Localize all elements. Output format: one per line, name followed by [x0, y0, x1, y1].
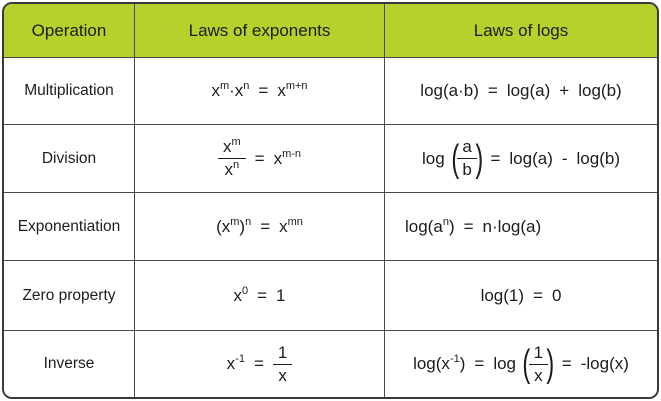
row-zero-property-log-cell [385, 261, 657, 331]
fraction [457, 137, 476, 179]
inverse-log-formula [385, 331, 657, 397]
formula-term: n·log(a) [482, 216, 542, 236]
fraction-denominator: x [278, 365, 287, 385]
operation-label: Inverse [43, 355, 95, 372]
row-exponentiation-operation [4, 193, 135, 261]
fraction-denominator: x [534, 365, 543, 385]
multiplication-log-formula [385, 58, 657, 124]
multiplication-exponent-formula [135, 58, 384, 124]
row-inverse-exponent-cell [135, 331, 385, 397]
equals-sign: = [533, 285, 543, 305]
laws-table [2, 2, 659, 399]
formula-term: $\log(a^n)$ [405, 215, 455, 236]
log-function: log [421, 148, 445, 168]
equals-sign: = [254, 148, 265, 168]
formula-term: log(a) [509, 148, 553, 168]
superscript: m [219, 80, 230, 92]
equals-sign: = [260, 216, 271, 236]
superscript: n [442, 215, 449, 228]
row-inverse-log-cell [385, 331, 657, 397]
formula-term: $x^{-1}$ [226, 353, 245, 373]
exponentiation-exponent-formula [135, 193, 384, 260]
superscript: m+n [285, 80, 308, 92]
dot-operator: · [229, 81, 235, 100]
formula-term: $\log(x^{-1})$ [413, 353, 466, 373]
inverse-exponent-formula [135, 331, 384, 397]
fraction [273, 343, 292, 385]
formula-term: 0 [551, 285, 562, 305]
equals-sign: = [258, 81, 269, 100]
formula-term: $x^{mn}$ [279, 215, 303, 236]
formula-term: log(a) [506, 81, 551, 100]
row-multiplication-exponent-cell [135, 58, 385, 125]
minus-sign: - [561, 148, 568, 168]
superscript: -1 [235, 353, 245, 365]
superscript: -1 [449, 353, 460, 365]
formula-term: $x^{m+n}$ [277, 80, 308, 100]
row-division-operation [4, 125, 135, 193]
operation-label: Zero property [22, 286, 116, 304]
row-zero-property-operation [4, 261, 135, 331]
fraction-denominator: b [462, 160, 472, 179]
header-operation-label: Operation [31, 20, 107, 40]
left-paren: ( [451, 137, 459, 180]
formula-term: $x^0$ [233, 284, 249, 305]
fraction-numerator: $x^m$ [218, 137, 246, 159]
formula-term: $x^m\cdot x^n$ [211, 80, 250, 100]
zero-property-log-formula [385, 261, 657, 330]
equals-sign: = [474, 354, 485, 373]
operation-label: Multiplication [24, 82, 114, 99]
superscript: n [232, 159, 240, 171]
superscript: m-n [282, 147, 302, 160]
division-exponent-formula [135, 125, 384, 192]
plus-sign: + [559, 81, 570, 100]
log-function: log [493, 354, 517, 373]
row-inverse-operation [4, 331, 135, 397]
fraction [218, 137, 246, 179]
left-paren: ( [522, 343, 531, 385]
equals-sign: = [490, 148, 501, 168]
superscript: mn [287, 215, 303, 228]
row-division-exponent-cell [135, 125, 385, 193]
header-cell-exponents [135, 4, 385, 58]
fraction-numerator: a [457, 137, 476, 159]
formula-term: $(x^m)^n$ [216, 215, 252, 236]
header-logs-label: Laws of logs [473, 20, 569, 40]
superscript: m [230, 215, 240, 228]
fraction-denominator: $x^n$ [224, 159, 240, 179]
formula-term: log(b) [576, 148, 620, 168]
equals-sign: = [561, 354, 572, 373]
header-cell-operation [4, 4, 135, 58]
formula-term: log(a·b) [420, 81, 479, 100]
equals-sign: = [487, 81, 498, 100]
zero-property-exponent-formula [135, 261, 384, 330]
superscript: n [243, 80, 250, 92]
superscript: m [231, 136, 241, 149]
row-zero-property-exponent-cell [135, 261, 385, 331]
formula-term: log(1) [480, 285, 525, 305]
exponentiation-log-formula [385, 193, 657, 260]
formula-term: log(b) [578, 81, 622, 100]
equals-sign: = [257, 285, 268, 305]
header-exponents-label: Laws of exponents [188, 20, 331, 40]
superscript: 0 [241, 284, 249, 297]
row-exponentiation-exponent-cell [135, 193, 385, 261]
fraction [529, 343, 548, 385]
right-paren: ) [546, 343, 555, 385]
row-multiplication-log-cell [385, 58, 657, 125]
equals-sign: = [253, 354, 264, 373]
right-paren: ) [475, 137, 484, 180]
row-exponentiation-log-cell [385, 193, 657, 261]
fraction-numerator: 1 [273, 343, 292, 365]
header-cell-logs [385, 4, 657, 58]
operation-label: Division [41, 149, 97, 167]
equals-sign: = [463, 216, 474, 236]
fraction-numerator: 1 [529, 343, 548, 365]
superscript: n [245, 215, 252, 228]
row-multiplication-operation [4, 58, 135, 125]
operation-label: Exponentiation [17, 217, 121, 235]
row-division-log-cell [385, 125, 657, 193]
formula-term: 1 [276, 285, 286, 305]
formula-term: -log(x) [580, 354, 629, 373]
formula-term: $x^{m-n}$ [273, 147, 302, 168]
division-log-formula [385, 125, 657, 192]
